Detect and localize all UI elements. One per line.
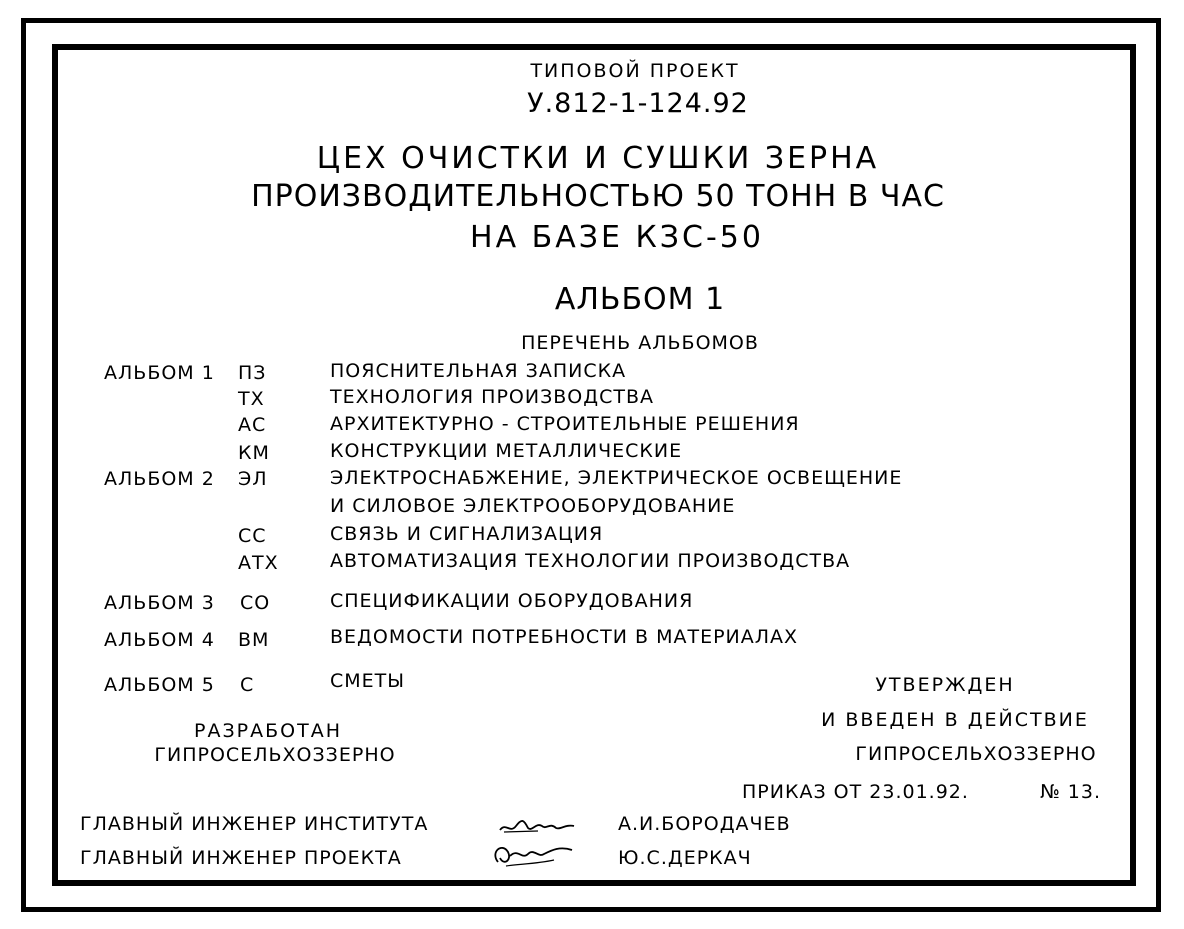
album-label: АЛЬБОМ 4 bbox=[104, 629, 215, 651]
signature-role: ГЛАВНЫЙ ИНЖЕНЕР ИНСТИТУТА bbox=[80, 813, 429, 835]
albums-list-heading: ПЕРЕЧЕНЬ АЛЬБОМОВ bbox=[521, 332, 759, 354]
approved-label: УТВЕРЖДЕН bbox=[875, 674, 1015, 696]
signature-mark bbox=[498, 812, 578, 838]
developed-label: РАЗРАБОТАН bbox=[194, 720, 342, 742]
section-code: ПЗ bbox=[238, 362, 267, 384]
section-description: ВЕДОМОСТИ ПОТРЕБНОСТИ В МАТЕРИАЛАХ bbox=[330, 626, 799, 648]
album-label: АЛЬБОМ 3 bbox=[104, 592, 215, 614]
approving-org: ГИПРОСЕЛЬХОЗЗЕРНО bbox=[855, 743, 1097, 765]
project-type: ТИПОВОЙ ПРОЕКТ bbox=[530, 60, 740, 82]
section-code: ВМ bbox=[238, 629, 270, 651]
section-code: С bbox=[240, 674, 255, 696]
section-code: ЭЛ bbox=[238, 468, 268, 490]
enacted-label: И ВВЕДЕН В ДЕЙСТВИЕ bbox=[821, 709, 1089, 731]
section-code: ТХ bbox=[238, 388, 265, 410]
section-code: КМ bbox=[238, 442, 270, 464]
section-code: СС bbox=[238, 525, 267, 547]
album-label: АЛЬБОМ 5 bbox=[104, 674, 215, 696]
album-title: АЛЬБОМ 1 bbox=[554, 282, 726, 317]
title-line-2: ПРОИЗВОДИТЕЛЬНОСТЬЮ 50 ТОНН В ЧАС bbox=[251, 179, 945, 214]
album-label: АЛЬБОМ 1 bbox=[104, 362, 215, 384]
section-code: АТХ bbox=[238, 552, 279, 574]
order-date: ПРИКАЗ ОТ 23.01.92. bbox=[742, 781, 969, 803]
section-description: КОНСТРУКЦИИ МЕТАЛЛИЧЕСКИЕ bbox=[330, 440, 683, 462]
signatory-name: А.И.БОРОДАЧЕВ bbox=[618, 813, 791, 835]
section-description: ПОЯСНИТЕЛЬНАЯ ЗАПИСКА bbox=[330, 360, 627, 382]
title-line-3: НА БАЗЕ КЗС-50 bbox=[470, 220, 764, 255]
signature-role: ГЛАВНЫЙ ИНЖЕНЕР ПРОЕКТА bbox=[80, 847, 402, 869]
section-description: СПЕЦИФИКАЦИИ ОБОРУДОВАНИЯ bbox=[330, 590, 694, 612]
section-description: ТЕХНОЛОГИЯ ПРОИЗВОДСТВА bbox=[330, 386, 654, 408]
signatory-name: Ю.С.ДЕРКАЧ bbox=[618, 847, 752, 869]
signature-mark bbox=[488, 838, 578, 872]
section-code: АС bbox=[238, 414, 267, 436]
album-label: АЛЬБОМ 2 bbox=[104, 468, 215, 490]
section-description: ЭЛЕКТРОСНАБЖЕНИЕ, ЭЛЕКТРИЧЕСКОЕ ОСВЕЩЕНИЕ bbox=[330, 467, 903, 489]
section-description: АРХИТЕКТУРНО - СТРОИТЕЛЬНЫЕ РЕШЕНИЯ bbox=[330, 413, 800, 435]
section-description: СВЯЗЬ И СИГНАЛИЗАЦИЯ bbox=[330, 523, 604, 545]
section-code: СО bbox=[240, 592, 271, 614]
section-description: И СИЛОВОЕ ЭЛЕКТРООБОРУДОВАНИЕ bbox=[330, 495, 736, 517]
order-number: № 13. bbox=[1040, 781, 1102, 803]
project-code: У.812-1-124.92 bbox=[527, 88, 749, 119]
title-line-1: ЦЕХ ОЧИСТКИ И СУШКИ ЗЕРНА bbox=[316, 141, 880, 176]
section-description: АВТОМАТИЗАЦИЯ ТЕХНОЛОГИИ ПРОИЗВОДСТВА bbox=[330, 550, 851, 572]
developer-org: ГИПРОСЕЛЬХОЗЗЕРНО bbox=[154, 744, 396, 766]
section-description: СМЕТЫ bbox=[330, 670, 406, 692]
